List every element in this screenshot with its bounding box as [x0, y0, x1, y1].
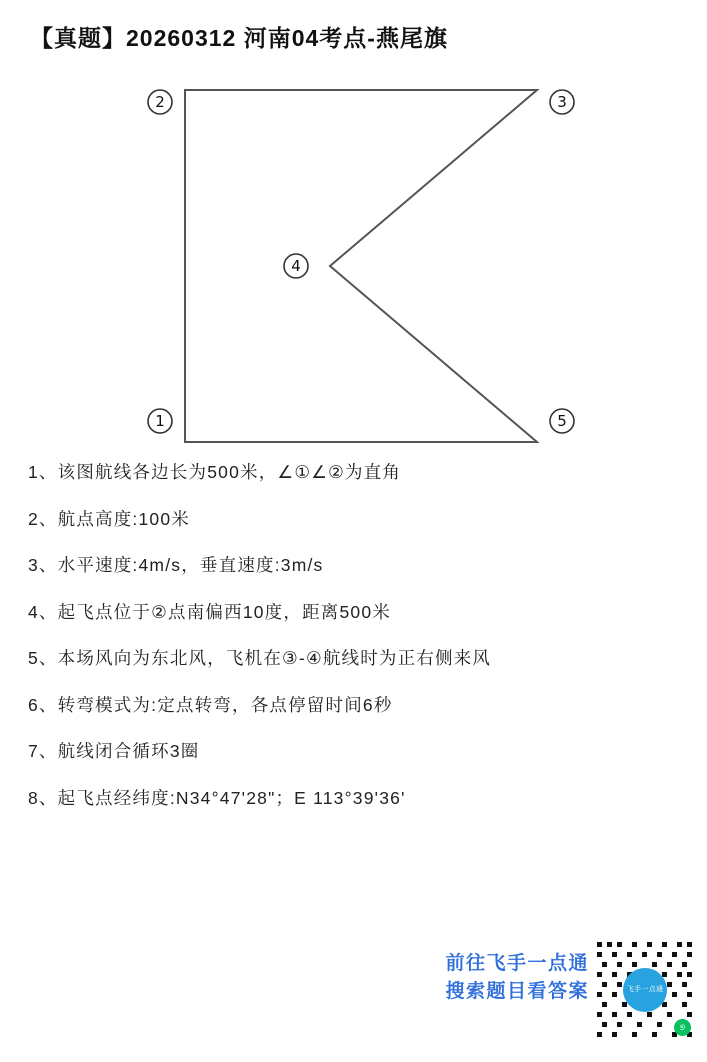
- list-item: 2、航点高度:100米: [28, 508, 190, 529]
- notes-list: [28, 460, 688, 832]
- footer-promo: [0, 938, 707, 1048]
- qr-center-logo: 飞手一点通: [623, 968, 667, 1012]
- waypoint-label-5: 5: [557, 412, 567, 430]
- footer-promo-text: [445, 950, 589, 1005]
- list-item: 4、起飞点位于②点南偏西10度，距离500米: [28, 601, 391, 622]
- waypoint-label-2: 2: [155, 93, 165, 111]
- waypoint-marker-3: [550, 90, 574, 114]
- waypoint-marker-1: [148, 409, 172, 433]
- wechat-icon: ୭: [674, 1019, 691, 1036]
- waypoint-marker-2: [148, 90, 172, 114]
- route-diagram-svg: [0, 62, 707, 462]
- list-item: 1、该图航线各边长为500米，∠①∠②为直角: [28, 462, 402, 482]
- waypoint-marker-4: [284, 254, 308, 278]
- footer-line-1: 前往飞手一点通: [445, 953, 589, 974]
- flag-route-path: [185, 90, 537, 442]
- list-item: 5、本场风向为东北风，飞机在③-④航线时为正右侧来风: [28, 648, 492, 668]
- list-item: 7、航线闭合循环3圈: [28, 741, 200, 761]
- waypoint-label-1: 1: [155, 412, 165, 430]
- waypoint-marker-5: [550, 409, 574, 433]
- footer-line-2: 搜索题目看答案: [445, 980, 589, 1002]
- list-item: 8、起飞点经纬度:N34°47'28"；E 113°39'36': [28, 787, 406, 808]
- route-diagram: [0, 62, 707, 462]
- qr-code-icon[interactable]: [593, 938, 697, 1042]
- list-item: 6、转弯模式为:定点转弯，各点停留时间6秒: [28, 694, 393, 715]
- page-title: 【真题】20260312 河南04考点-燕尾旗: [30, 25, 448, 51]
- waypoint-label-4: 4: [291, 257, 301, 275]
- list-item: 3、水平速度:4m/s，垂直速度:3m/s: [28, 555, 324, 575]
- waypoint-label-3: 3: [557, 93, 567, 111]
